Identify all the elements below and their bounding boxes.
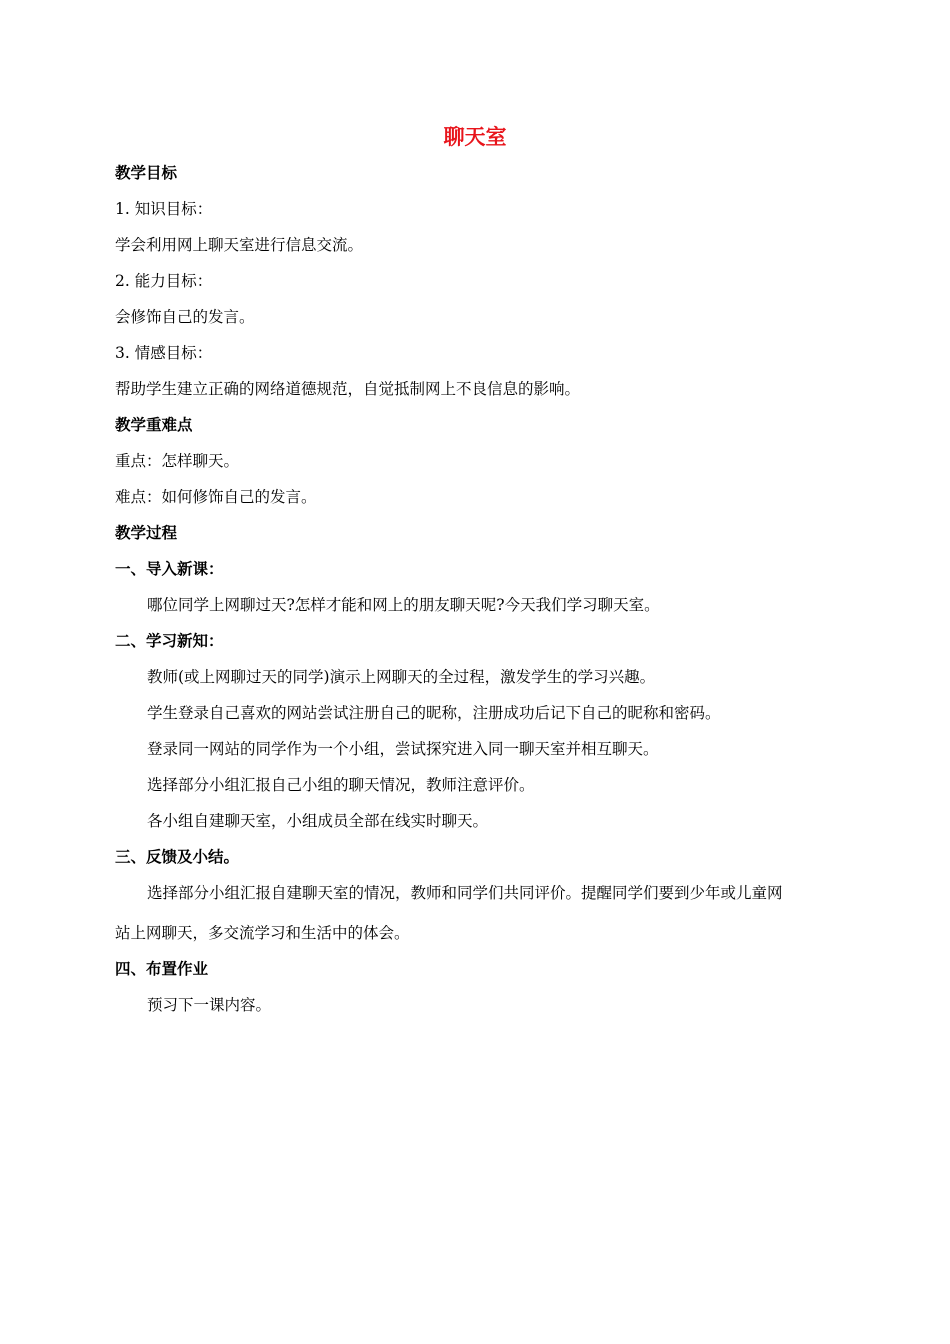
step-2-item: 教师(或上网聊过天的同学)演示上网聊天的全过程，激发学生的学习兴趣。: [147, 668, 656, 686]
step-2-item: 学生登录自己喜欢的网站尝试注册自己的昵称，注册成功后记下自己的昵称和密码。: [147, 704, 721, 722]
objective-1-label: 1. 知识目标：: [115, 200, 213, 218]
step-2-heading: 二、学习新知：: [115, 632, 224, 650]
keypoint-text: 重点：怎样聊天。: [115, 452, 240, 470]
step-3-heading: 三、反馈及小结。: [115, 848, 240, 866]
step-2-item: 登录同一网站的同学作为一个小组，尝试探究进入同一聊天室并相互聊天。: [147, 740, 659, 758]
keypoints-heading: 教学重难点: [115, 416, 193, 434]
step-1-heading: 一、导入新课：: [115, 560, 224, 578]
objective-1-text: 学会利用网上聊天室进行信息交流。: [115, 236, 364, 254]
step-4-text: 预习下一课内容。: [147, 996, 272, 1014]
step-3-text-line-1: 选择部分小组汇报自建聊天室的情况，教师和同学们共同评价。提醒同学们要到少年或儿童网: [147, 884, 783, 902]
objectives-heading: 教学目标: [115, 164, 178, 182]
step-3-text-line-2: 站上网聊天，多交流学习和生活中的体会。: [115, 924, 410, 942]
step-2-item: 各小组自建聊天室，小组成员全部在线实时聊天。: [147, 812, 489, 830]
objective-3-text: 帮助学生建立正确的网络道德规范，自觉抵制网上不良信息的影响。: [115, 380, 581, 398]
objective-2-label: 2. 能力目标：: [115, 272, 213, 290]
objective-2-text: 会修饰自己的发言。: [115, 308, 255, 326]
step-2-item: 选择部分小组汇报自己小组的聊天情况，教师注意评价。: [147, 776, 535, 794]
objective-3-label: 3. 情感目标：: [115, 344, 213, 362]
step-4-heading: 四、布置作业: [115, 960, 209, 978]
step-1-text: 哪位同学上网聊过天?怎样才能和网上的朋友聊天呢?今天我们学习聊天室。: [147, 596, 660, 614]
process-heading: 教学过程: [115, 524, 178, 542]
document-title: 聊天室: [443, 125, 507, 149]
difficulty-text: 难点：如何修饰自己的发言。: [115, 488, 317, 506]
